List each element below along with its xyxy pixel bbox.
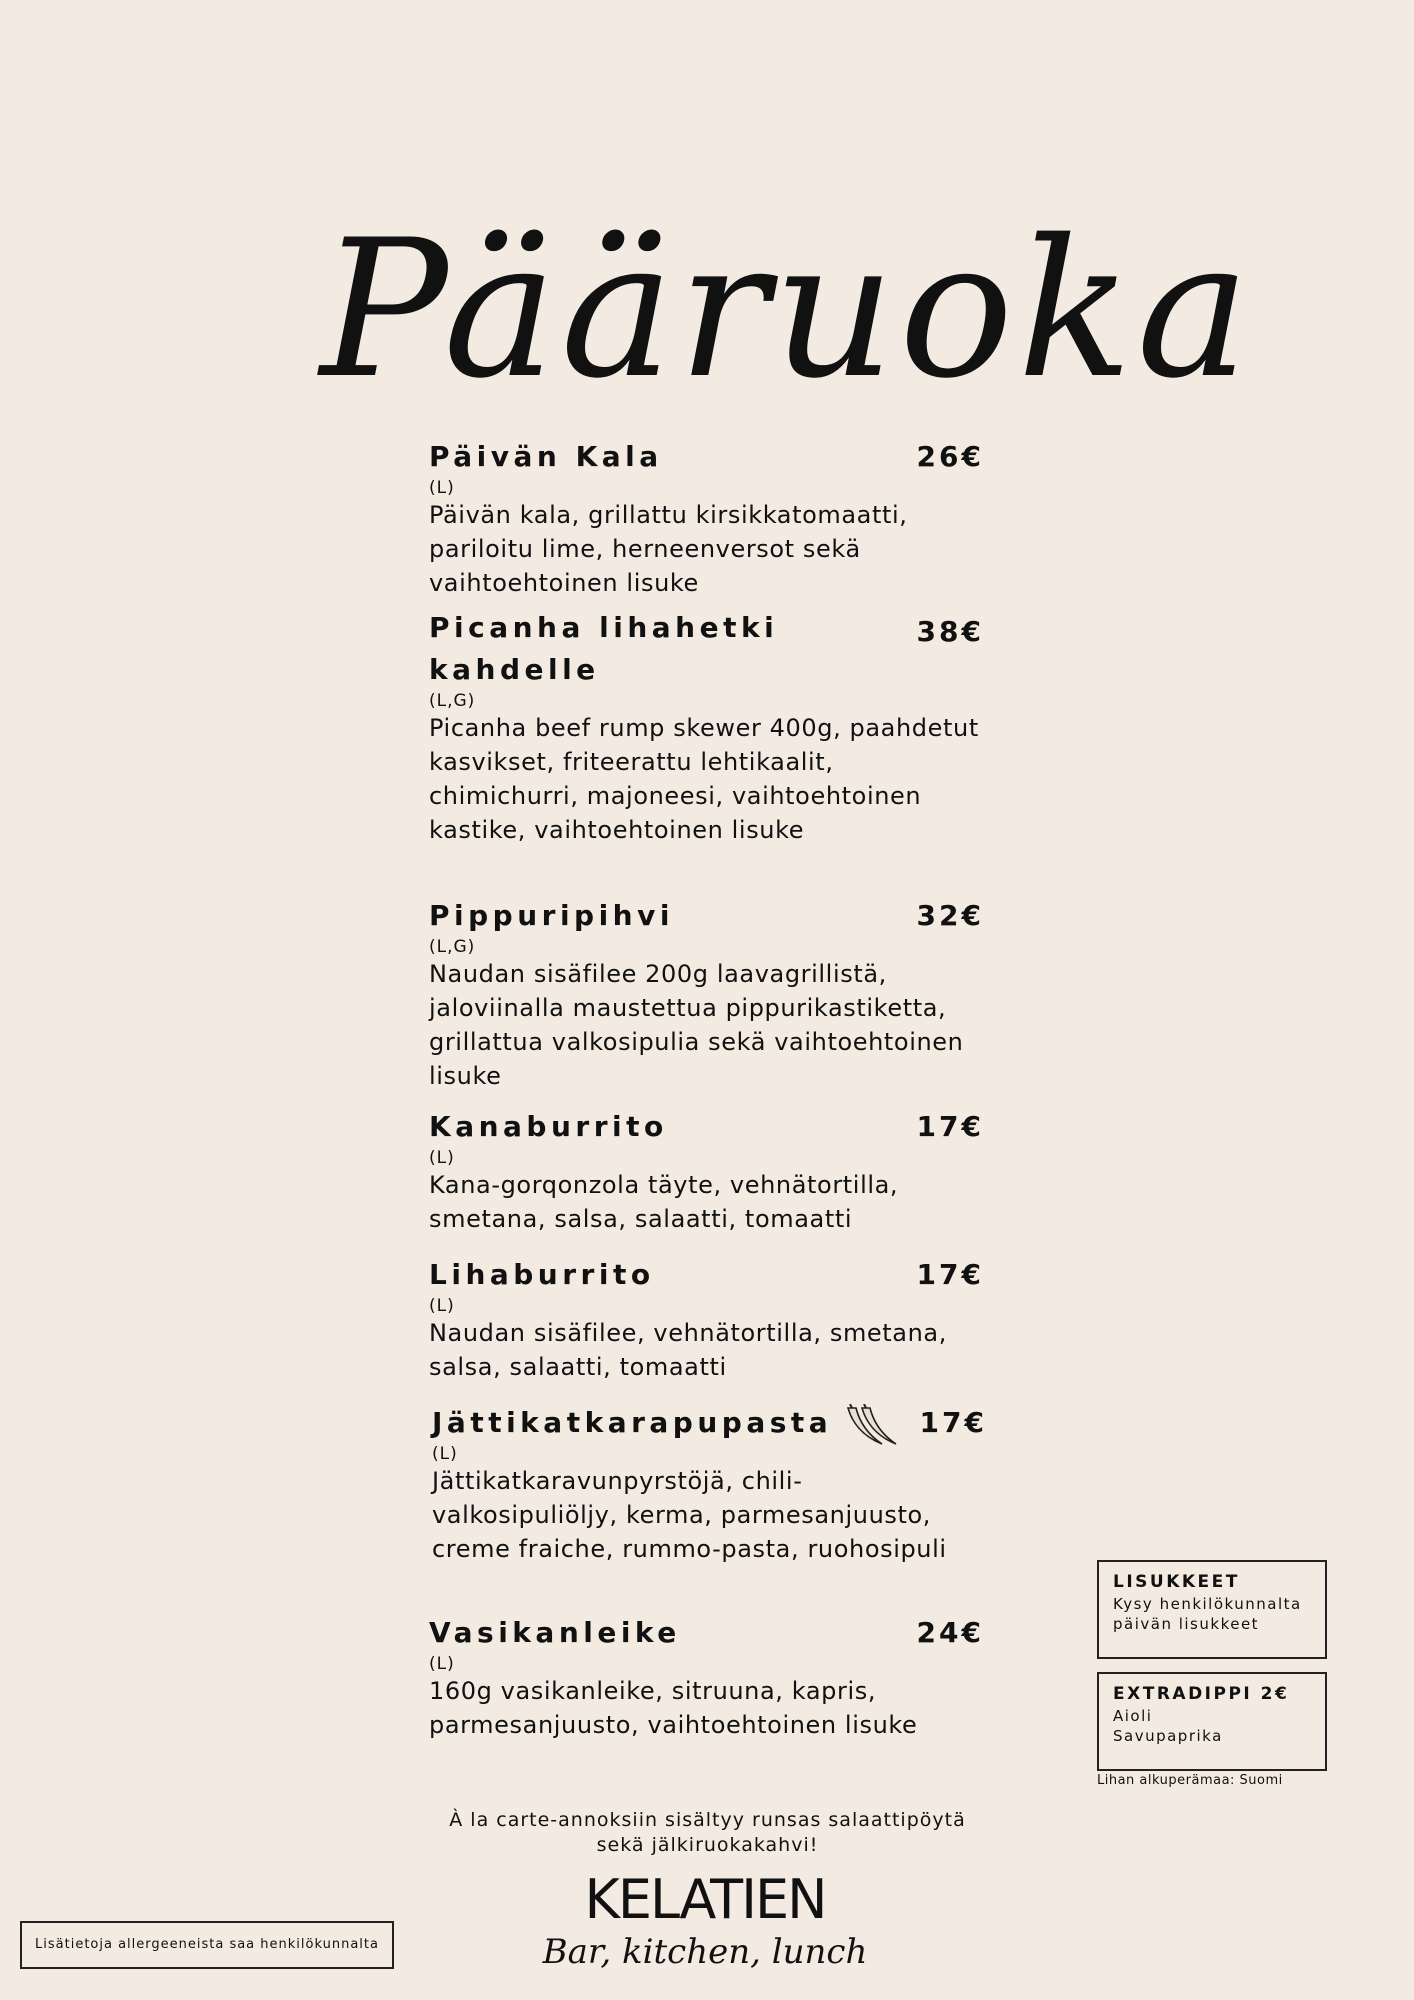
item-name: Pippuripihvi <box>429 899 674 932</box>
allergen-note: Lisätietoja allergeeneista saa henkilökunnalta <box>20 1921 394 1969</box>
extradippi-line: Savupaprika <box>1113 1727 1223 1745</box>
extradippi-line: Aioli <box>1113 1707 1153 1725</box>
extradippi-box <box>1097 1672 1327 1771</box>
lisukkeet-title: LISUKKEET <box>1113 1572 1240 1592</box>
item-diet: (L) <box>429 1654 455 1674</box>
salad-table-note <box>400 1808 1015 1858</box>
item-price: 17€ <box>916 1110 984 1143</box>
item-price: 32€ <box>916 899 984 932</box>
item-name: Jättikatkarapupasta <box>432 1406 833 1439</box>
meat-origin-note: Lihan alkuperämaa: Suomi <box>1097 1773 1283 1788</box>
item-price: 17€ <box>919 1406 987 1439</box>
menu-item <box>432 1402 987 1612</box>
menu-item <box>429 1612 984 1739</box>
item-diet: (L) <box>432 1444 458 1464</box>
item-description: 160g vasikanleike, sitruuna, kapris, parmesanjuusto, vaihtoehtoinen lisuke <box>429 1677 918 1739</box>
menu-item <box>429 607 984 897</box>
item-description: Naudan sisäfilee 200g laavagrillistä, jaloviinalla maustettua pippurikastiketta, grillattua valkosipulia sekä vaihtoehtoinen lisuke <box>429 960 964 1090</box>
extradippi-title: EXTRADIPPI 2€ <box>1113 1684 1290 1704</box>
item-price: 26€ <box>916 440 984 473</box>
item-description: Naudan sisäfilee, vehnätortilla, smetana, salsa, salaatti, tomaatti <box>429 1319 947 1381</box>
brand-tagline: Bar, kitchen, lunch <box>542 1932 868 1972</box>
item-name: Kanaburrito <box>429 1110 668 1143</box>
menu-item <box>429 436 984 597</box>
lisukkeet-line: Kysy henkilökunnalta <box>1113 1595 1302 1613</box>
menu-item <box>429 1254 984 1402</box>
note-line: À la carte-annoksiin sisältyy runsas salaattipöytä <box>449 1809 966 1831</box>
item-diet: (L,G) <box>429 937 476 957</box>
item-diet: (L) <box>429 478 455 498</box>
item-name: Vasikanleike <box>429 1616 681 1649</box>
menu-item <box>429 895 984 1100</box>
item-price: 38€ <box>916 615 984 648</box>
item-description: Kana-gorqonzola täyte, vehnätortilla, smetana, salsa, salaatti, tomaatti <box>429 1171 899 1233</box>
chili-icon <box>842 1404 900 1448</box>
item-diet: (L) <box>429 1148 455 1168</box>
item-name: Picanha lihahetki kahdelle <box>429 611 779 686</box>
item-price: 17€ <box>916 1258 984 1291</box>
item-description: Jättikatkaravunpyrstöjä, chili-valkosipuliöljy, kerma, parmesanjuusto, creme fraiche, rummo-pasta, ruohosipuli <box>432 1467 947 1563</box>
lisukkeet-line: päivän lisukkeet <box>1113 1615 1260 1633</box>
item-name: Päivän Kala <box>429 440 663 473</box>
item-price: 24€ <box>916 1616 984 1649</box>
item-description: Picanha beef rump skewer 400g, paahdetut kasvikset, friteerattu lehtikaalit, chimichurri, majoneesi, vaihtoehtoinen kastike, vaihtoehtoinen lisuke <box>429 714 979 844</box>
item-name: Lihaburrito <box>429 1258 655 1291</box>
menu-list <box>429 436 987 1739</box>
lisukkeet-box <box>1097 1560 1327 1659</box>
note-line: sekä jälkiruokakahvi! <box>596 1834 819 1856</box>
brand-logo: KELATIEN <box>584 1868 826 1931</box>
item-description: Päivän kala, grillattu kirsikkatomaatti, pariloitu lime, herneenversot sekä vaihtoehtoinen lisuke <box>429 501 908 597</box>
item-diet: (L,G) <box>429 691 476 711</box>
page-title: Pääruoka <box>320 199 1254 420</box>
menu-item <box>429 1106 984 1254</box>
item-diet: (L) <box>429 1296 455 1316</box>
